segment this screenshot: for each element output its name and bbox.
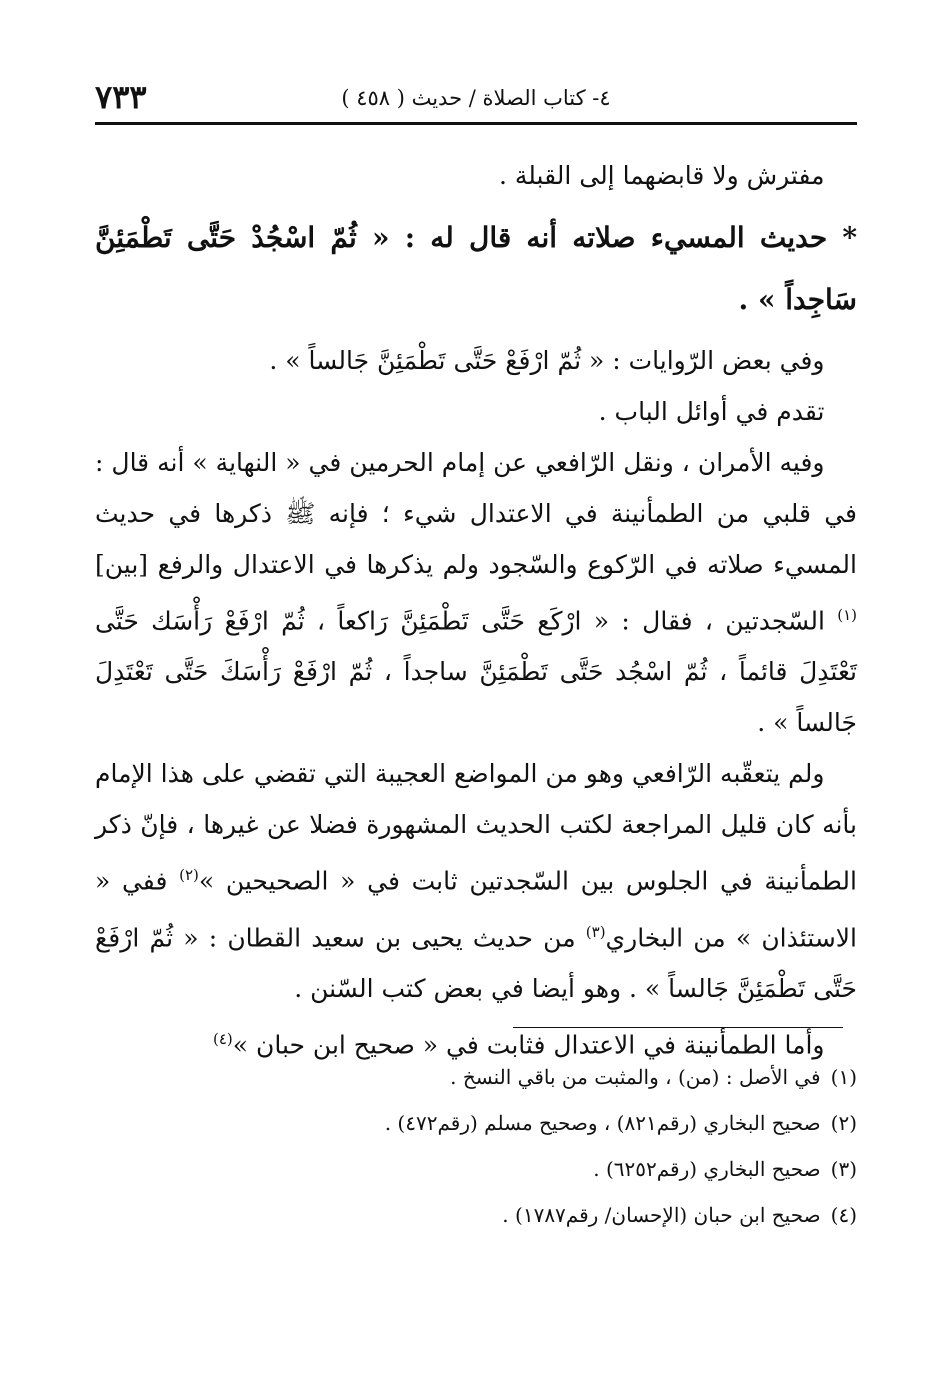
text-run: وأما الطمأنينة في الاعتدال فثابت في « صحيح ابن حبان »	[232, 1030, 825, 1060]
text-run: ولم يتعقّبه الرّافعي وهو من المواضع العجيبة التي تقضي على هذا الإمام بأنه كان قليل المراجعة لكتب الحديث المشهورة فضلا عن غيرها ، فإنّ ذكر الطمأنينة في الجلوس بين السّجدتين ثابت في « الصحيحين »	[95, 759, 857, 896]
footnote-text: صحيح البخاري (رقم٦٢٥٢) .	[593, 1157, 821, 1181]
footnote-text: صحيح البخاري (رقم٨٢١) ، وصحيح مسلم (رقم٤٧٢) .	[384, 1111, 821, 1135]
footnote-number: (٣)	[830, 1157, 857, 1181]
page-number: ٧٣٣	[95, 78, 147, 116]
running-title: ٤- كتاب الصلاة / حديث ( ٤٥٨ )	[341, 86, 611, 110]
paragraph-rafii	[95, 437, 857, 748]
header-rule	[95, 122, 857, 125]
footnote-2	[95, 1100, 857, 1146]
footnote-number: (٤)	[830, 1203, 857, 1227]
paragraph-taqaddam: تقدم في أوائل الباب .	[598, 397, 825, 426]
footnote-marker-3: (٣)	[585, 922, 606, 941]
footnote-number: (١)	[830, 1065, 857, 1089]
main-text	[95, 150, 857, 1070]
footnote-4	[95, 1192, 857, 1238]
footnote-marker-2: (٢)	[179, 866, 199, 885]
footnote-3	[95, 1146, 857, 1192]
footnote-marker-4: (٤)	[212, 1029, 233, 1048]
paragraph-continuation: مفترش ولا قابضهما إلى القبلة .	[498, 161, 825, 190]
footnote-marker-1: (١)	[837, 606, 857, 624]
page-header	[95, 72, 857, 118]
footnote-text: في الأصل : (من) ، والمثبت من باقي النسخ .	[450, 1065, 821, 1089]
footnote-number: (٢)	[830, 1111, 857, 1135]
text-run: وفيه الأمران ، ونقل الرّافعي عن إمام الحرمين في « النهاية » أنه قال : في قلبي من الطمأنينة في الاعتدال شيء ؛ فإنه ﷺ ذكرها في حديث المسيء صلاته في الرّكوع والسّجود ولم يذكرها في الاعتدال والرفع [بين]	[95, 448, 857, 579]
footnote-1	[95, 1054, 857, 1100]
text-run: من حديث يحيى بن سعيد القطان : « ثُمّ ارْفَعْ حَتَّى تَطْمَئِنَّ جَالساً » . وهو أيضا في بعض كتب السّنن .	[95, 922, 857, 1003]
footnotes	[95, 1054, 857, 1238]
paragraph-taaqqub	[95, 748, 857, 1014]
text-run: ففي « الاستئذان » من البخاري	[95, 866, 857, 952]
paragraph-riwayat: وفي بعض الرّوايات : « ثُمّ ارْفَعْ حَتَّى تَطْمَئِنَّ جَالساً » .	[269, 346, 825, 375]
footnote-text: صحيح ابن حبان (الإحسان/ رقم١٧٨٧) .	[502, 1203, 821, 1227]
footnote-separator	[513, 1027, 843, 1028]
hadith-heading: * حديث المسيء صلاته أنه قال له : « ثُمّ اسْجُدْ حَتَّى تَطْمَئِنَّ سَاجِداً » .	[95, 221, 857, 316]
text-run: السّجدتين ، فقال : « ارْكَع حَتَّى تَطْمَئِنَّ رَاكعاً ، ثُمّ ارْفَعْ رَأْسَك حَتَّى تَعْتَدِلَ قائماً ، ثُمّ اسْجُد حَتَّى تَطْمَئِنَّ ساجداً ، ثُمّ ارْفَعْ رَأْسَكَ حَتَّى تَعْتَدِلَ جَالساً » .	[95, 606, 857, 738]
